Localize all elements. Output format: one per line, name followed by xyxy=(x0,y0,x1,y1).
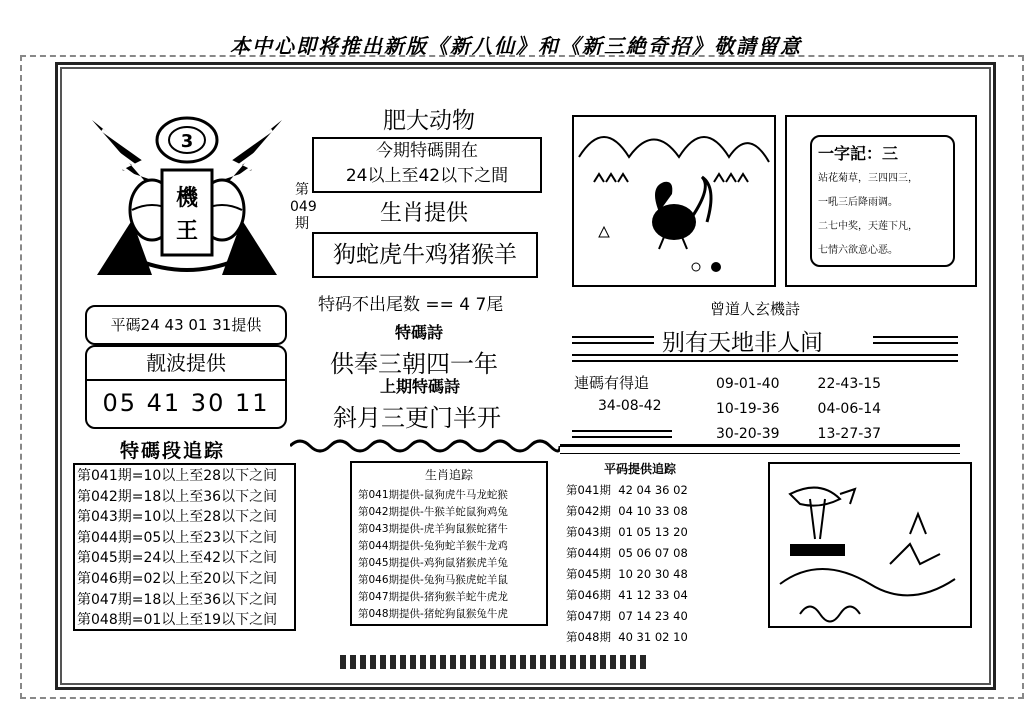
mystic-grid xyxy=(716,372,916,447)
riddle-line: 七情六欲意心恶。 xyxy=(818,245,898,256)
zodiac-tracking-box xyxy=(350,461,548,626)
flat-tracking-title: 平码提供追踪 xyxy=(604,462,677,476)
flat-tracking-row: 第041期 42 04 36 02 xyxy=(566,483,688,497)
riddle-title: 一字記：三 xyxy=(818,144,899,163)
header-notice: 本中心即将推出新版《新八仙》和《新三絶奇招》敬請留意 xyxy=(230,34,802,58)
tracking-row: 第044期=05以上至23以下之间 xyxy=(77,529,278,546)
eagle-icon xyxy=(82,100,292,280)
mystic-banner: 别有天地非人间 xyxy=(662,330,823,356)
zodiac-tracking-row: 第048期提供-猪蛇狗鼠猴兔牛虎 xyxy=(358,608,508,620)
zodiac-tracking-row: 第041期提供-鼠狗虎牛马龙蛇猴 xyxy=(358,489,508,501)
tracking-row: 第042期=18以上至36以下之间 xyxy=(77,488,278,505)
riddle-line: 站花菊草，三四四三， xyxy=(818,173,918,184)
tail-line: 特码不出尾数 == 4 7尾 xyxy=(318,295,504,315)
zodiac-tracking-row: 第044期提供-兔狗蛇羊猴牛龙鸡 xyxy=(358,540,508,552)
mystic-code: 30-20-39 xyxy=(716,426,780,442)
mystic-left-rule xyxy=(572,430,672,438)
tracking-row: 第047期=18以上至36以下之间 xyxy=(77,591,278,608)
mystic-left-code: 34-08-42 xyxy=(598,398,662,414)
flat-tracking-row: 第048期 40 31 02 10 xyxy=(566,630,688,644)
zodiac-tracking-row: 第047期提供-猪狗猴羊蛇牛虎龙 xyxy=(358,591,508,603)
flat-codes-box xyxy=(85,305,287,345)
tracking-row: 第041期=10以上至28以下之间 xyxy=(77,468,278,484)
range-line1: 今期特碼開在 xyxy=(376,141,478,161)
flat-tracking-row: 第044期 05 06 07 08 xyxy=(566,546,688,560)
poem: 供奉三朝四一年 xyxy=(330,350,498,378)
mystic-banner-left xyxy=(572,336,654,344)
wave-title: 靓波提供 xyxy=(87,347,285,381)
zodiac-tracking-row: 第042期提供-牛猴羊蛇鼠狗鸡兔 xyxy=(358,506,508,518)
flat-tracking-row: 第043期 01 05 13 20 xyxy=(566,525,688,539)
mystic-code: 10-19-36 xyxy=(716,401,780,417)
riddle-line: 一吼三后降雨调。 xyxy=(818,197,898,208)
mystic-code: 04-06-14 xyxy=(817,401,882,417)
bottom-ornament xyxy=(340,655,650,669)
svg-text:王: 王 xyxy=(175,218,199,244)
badge-text: 3 xyxy=(180,131,194,152)
tracking-title: 特碼段追踪 xyxy=(120,440,226,462)
flat-tracking-table xyxy=(566,480,756,648)
wave-numbers: 05 41 30 11 xyxy=(102,389,270,417)
issue-value: 049 xyxy=(290,199,317,215)
zodiac-tracking-row: 第043期提供-虎羊狗鼠猴蛇猪牛 xyxy=(358,523,508,535)
range-line2: 24以上至42以下之間 xyxy=(345,166,509,186)
tracking-row: 第048期=01以上至19以下之间 xyxy=(77,612,278,629)
center-title: 肥大动物 xyxy=(383,108,475,134)
zodiac-list: 狗蛇虎牛鸡猪猴羊 xyxy=(312,232,538,278)
rooster-illustration xyxy=(572,115,776,287)
crane-illustration xyxy=(768,462,972,628)
flat-tracking-row: 第046期 41 12 33 04 xyxy=(566,588,688,602)
riddle-line: 二七中奖，天莲下凡， xyxy=(818,221,918,232)
mystic-left-label: 連碼有得追 xyxy=(574,374,650,392)
poem-title: 特碼詩 xyxy=(395,323,444,342)
tracking-table xyxy=(73,463,296,631)
issue-suffix: 期 xyxy=(295,216,309,232)
mystic-code: 22-43-15 xyxy=(817,376,882,392)
issue-number xyxy=(290,182,317,233)
svg-text:機: 機 xyxy=(175,185,199,211)
zodiac-tracking-row: 第046期提供-兔狗马猴虎蛇羊鼠 xyxy=(358,574,508,586)
mystic-caption: 曾道人玄機詩 xyxy=(710,300,801,318)
flat-tracking-row: 第045期 10 20 30 48 xyxy=(566,567,688,581)
zodiac-tracking-row: 第045期提供-鸡狗鼠猪猴虎羊兔 xyxy=(358,557,508,569)
tracking-row: 第043期=10以上至28以下之间 xyxy=(77,509,278,526)
range-box xyxy=(312,137,542,193)
mystic-code: 13-27-37 xyxy=(817,426,882,442)
flat-codes: 平碼24 43 01 31提供 xyxy=(110,316,262,334)
last-poem: 斜月三更门半开 xyxy=(333,404,501,432)
last-poem-title: 上期特碼詩 xyxy=(380,377,461,396)
mystic-banner-right xyxy=(873,336,958,344)
issue-prefix: 第 xyxy=(295,182,309,198)
tracking-row: 第045期=24以上至42以下之间 xyxy=(77,550,278,567)
zodiac-tracking-title: 生肖追踪 xyxy=(424,468,473,482)
riddle-inner xyxy=(810,135,955,267)
ornament-divider xyxy=(290,438,560,454)
flat-tracking-row: 第042期 04 10 33 08 xyxy=(566,504,688,518)
logo-emblem xyxy=(82,100,292,280)
tracking-row: 第046期=02以上至20以下之间 xyxy=(77,570,278,587)
wave-box xyxy=(85,345,287,429)
flat-tracking-row: 第047期 07 14 23 40 xyxy=(566,609,688,623)
mystic-full-rule xyxy=(572,354,958,362)
zodiac-title: 生肖提供 xyxy=(380,201,469,226)
mystic-code: 09-01-40 xyxy=(716,376,780,392)
